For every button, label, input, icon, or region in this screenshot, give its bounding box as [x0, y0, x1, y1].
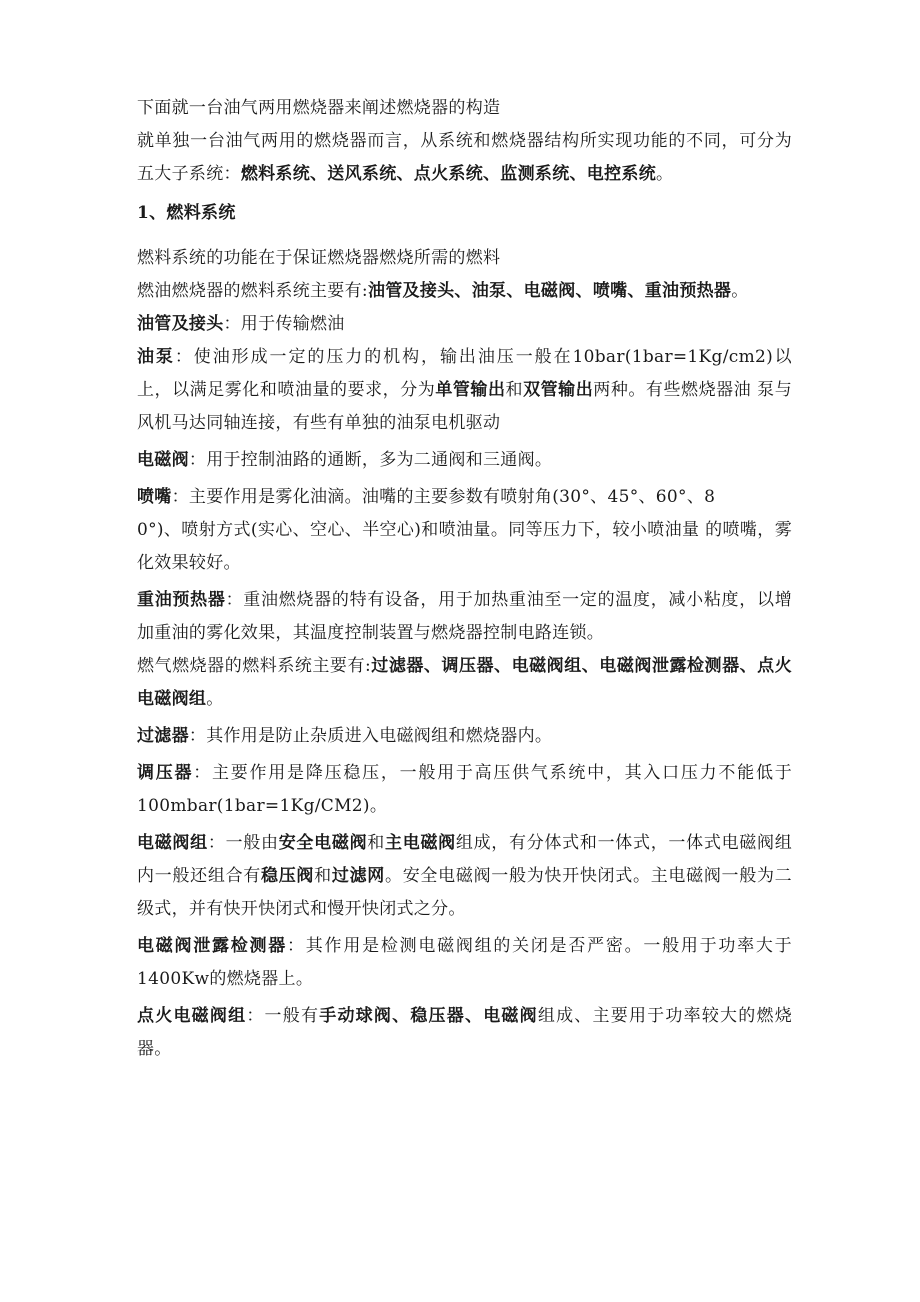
term: 电磁阀泄露检测器	[137, 936, 288, 956]
text: 燃油燃烧器的燃料系统主要有:	[137, 281, 368, 301]
gas-system-intro	[137, 650, 792, 716]
text: ：用于控制油路的通断，多为二通阀和三通阀。	[188, 450, 553, 470]
term: 电磁阀组	[137, 833, 208, 853]
term: 喷嘴	[137, 487, 172, 507]
text: 两种。有些燃烧器油 泵与风机马达同轴连接，有些有单独的油泵电机驱动	[137, 380, 793, 433]
item-oil-pipe	[137, 308, 792, 341]
section-heading: 1、燃料系统	[137, 203, 236, 223]
text: 。	[656, 164, 674, 184]
text: 和	[314, 866, 332, 886]
intro-line	[137, 92, 792, 125]
term: 过滤网	[331, 866, 385, 886]
item-oil-pump	[137, 341, 792, 440]
text: 。	[731, 281, 749, 301]
item-nozzle	[137, 481, 792, 580]
text: 组成、主要用于功率较大的燃烧器。	[137, 1006, 793, 1059]
term: 油管及接头	[137, 314, 224, 334]
item-filter	[137, 720, 792, 753]
text: 组成，有分体式和一体式，一体式电磁阀组内一般还组合有	[137, 833, 793, 886]
text: 。安全电磁阀一般为快开快闭式。主电磁阀一般为二级式，并有快开快闭式和慢开快闭式之分。	[137, 866, 792, 919]
text: 。	[206, 689, 224, 709]
term: 过滤器	[137, 726, 189, 746]
item-leak-detector	[137, 930, 792, 996]
text: ：一般有	[246, 1006, 320, 1026]
text: 燃气燃烧器的燃料系统主要有:	[137, 656, 372, 676]
text: ：主要作用是降压稳压，一般用于高压供气系统中，其入口压力不能低于100mbar(1bar=1Kg/CM2)。	[137, 763, 792, 816]
term: 调压器	[137, 763, 194, 783]
subsystem-list: 燃料系统、送风系统、点火系统、监测系统、电控系统	[240, 164, 657, 184]
oil-system-intro	[137, 275, 792, 308]
text: 就单独一台油气两用的燃烧器而言，从系统和燃烧器结构所实现功能的不同，可分为五大子系统：	[137, 131, 792, 184]
term: 点火电磁阀组	[137, 1006, 247, 1026]
term: 电磁阀	[137, 450, 189, 470]
text: ：其作用是防止杂质进入电磁阀组和燃烧器内。	[188, 726, 553, 746]
item-solenoid-valve	[137, 444, 792, 477]
item-regulator	[137, 757, 792, 823]
intro-text: 下面就一台油气两用燃烧器来阐述燃烧器的构造	[137, 98, 501, 118]
text: 和	[505, 380, 524, 400]
item-oil-preheater	[137, 584, 792, 650]
intro-subsystems	[137, 125, 792, 191]
term: 油泵	[137, 347, 175, 367]
text: ：使油形成一定的压力的机构，输出油压一般在10bar(1bar=1Kg/cm2)以 上，以满足雾化和喷油量的要求，分为	[137, 347, 792, 400]
term: 手动球阀、稳压器、电磁阀	[319, 1006, 538, 1026]
term: 安全电磁阀	[278, 833, 368, 853]
section-desc: 燃料系统的功能在于保证燃烧器燃烧所需的燃料	[137, 248, 501, 268]
text: 和	[367, 833, 386, 853]
term: 稳压阀	[261, 866, 315, 886]
term: 重油预热器	[137, 590, 226, 610]
item-valve-set	[137, 827, 792, 926]
term: 主电磁阀	[385, 833, 456, 853]
oil-component-list: 油管及接头、油泵、电磁阀、喷嘴、重油预热器	[367, 281, 732, 301]
text: ：用于传输燃油	[223, 314, 345, 334]
item-ignition-valve-set	[137, 1000, 792, 1066]
text: ：主要作用是雾化油滴。油嘴的主要参数有喷射角(30°、45°、60°、8	[171, 487, 716, 507]
term: 双管输出	[523, 380, 594, 400]
document-body	[137, 92, 792, 1066]
text: ：一般由	[207, 833, 279, 853]
term: 单管输出	[435, 380, 506, 400]
text: 0°)、喷射方式(实心、空心、半空心)和喷油量。同等压力下，较小喷油量 的喷嘴，雾化效果较好。	[137, 520, 792, 573]
text: ：重油燃烧器的特有设备，用于加热重油至一定的温度，减小粘度，以增加重油的雾化效果，其温度控制装置与燃烧器控制电路连锁。	[137, 590, 792, 643]
text: ：其作用是检测电磁阀组的关闭是否严密。一般用于功率大于1400Kw的燃烧器上。	[137, 936, 792, 989]
gas-component-list: 过滤器、调压器、电磁阀组、电磁阀泄露检测器、点火电磁阀组	[137, 656, 792, 709]
